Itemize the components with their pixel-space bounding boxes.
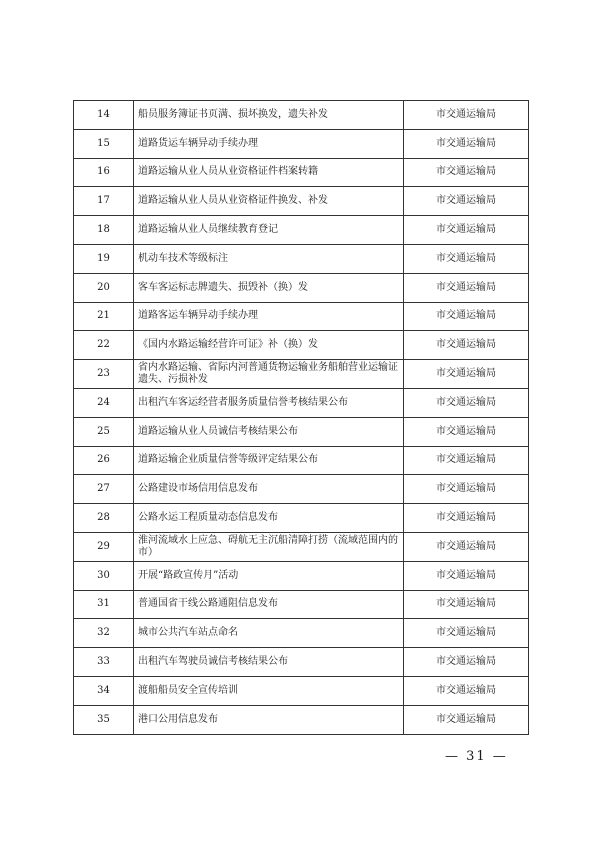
table-row (74, 475, 529, 504)
department-cell: 市交通运输局 (404, 648, 529, 677)
department-cell: 市交通运输局 (404, 331, 529, 360)
item-name-cell: 道路运输从业人员继续教育登记 (134, 216, 404, 245)
table-row (74, 561, 529, 590)
item-name-cell: 道路运输从业人员诚信考核结果公布 (134, 417, 404, 446)
table-row (74, 417, 529, 446)
item-name-cell: 道路运输从业人员从业资格证件换发、补发 (134, 187, 404, 216)
row-number-cell: 21 (74, 302, 134, 331)
table-row (74, 446, 529, 475)
item-name-cell: 船员服务簿证书页满、损坏换发，遗失补发 (134, 101, 404, 130)
department-cell: 市交通运输局 (404, 446, 529, 475)
row-number-cell: 31 (74, 590, 134, 619)
department-cell: 市交通运输局 (404, 216, 529, 245)
table-body (74, 101, 529, 735)
row-number-cell: 14 (74, 101, 134, 130)
item-name-cell: 道路货运车辆异动手续办理 (134, 129, 404, 158)
row-number-cell: 32 (74, 619, 134, 648)
table-row (74, 590, 529, 619)
row-number-cell: 23 (74, 360, 134, 389)
item-name-cell: 渡船船员安全宣传培训 (134, 676, 404, 705)
row-number-cell: 28 (74, 504, 134, 533)
table-row (74, 244, 529, 273)
table-row (74, 216, 529, 245)
row-number-cell: 25 (74, 417, 134, 446)
table-row (74, 504, 529, 533)
item-name-cell: 城市公共汽车站点命名 (134, 619, 404, 648)
table-row (74, 158, 529, 187)
table-row (74, 273, 529, 302)
service-items-table (73, 100, 529, 735)
item-name-cell: 道路运输从业人员从业资格证件档案转籍 (134, 158, 404, 187)
item-name-cell: 客车客运标志牌遗失、损毁补（换）发 (134, 273, 404, 302)
row-number-cell: 18 (74, 216, 134, 245)
table-row (74, 705, 529, 734)
department-cell: 市交通运输局 (404, 705, 529, 734)
department-cell: 市交通运输局 (404, 360, 529, 389)
item-name-cell: 港口公用信息发布 (134, 705, 404, 734)
row-number-cell: 16 (74, 158, 134, 187)
department-cell: 市交通运输局 (404, 475, 529, 504)
table-row (74, 676, 529, 705)
row-number-cell: 27 (74, 475, 134, 504)
item-name-cell: 机动车技术等级标注 (134, 244, 404, 273)
item-name-cell: 《国内水路运输经营许可证》补（换）发 (134, 331, 404, 360)
row-number-cell: 34 (74, 676, 134, 705)
row-number-cell: 33 (74, 648, 134, 677)
table-row (74, 302, 529, 331)
item-name-cell: 道路运输企业质量信誉等级评定结果公布 (134, 446, 404, 475)
department-cell: 市交通运输局 (404, 676, 529, 705)
department-cell: 市交通运输局 (404, 302, 529, 331)
item-name-cell: 省内水路运输、省际内河普通货物运输业务船舶营业运输证遗失、污损补发 (134, 360, 404, 389)
department-cell: 市交通运输局 (404, 561, 529, 590)
table-row (74, 619, 529, 648)
table-row (74, 388, 529, 417)
page-number: — 31 — (445, 749, 508, 764)
item-name-cell: 淮河流域水上应急、碍航无主沉船清障打捞（流域范围内的市） (134, 532, 404, 561)
row-number-cell: 17 (74, 187, 134, 216)
department-cell: 市交通运输局 (404, 504, 529, 533)
row-number-cell: 22 (74, 331, 134, 360)
department-cell: 市交通运输局 (404, 532, 529, 561)
department-cell: 市交通运输局 (404, 244, 529, 273)
item-name-cell: 出租汽车驾驶员诚信考核结果公布 (134, 648, 404, 677)
row-number-cell: 29 (74, 532, 134, 561)
department-cell: 市交通运输局 (404, 158, 529, 187)
row-number-cell: 35 (74, 705, 134, 734)
item-name-cell: 开展“路政宣传月”活动 (134, 561, 404, 590)
item-name-cell: 道路客运车辆异动手续办理 (134, 302, 404, 331)
department-cell: 市交通运输局 (404, 388, 529, 417)
row-number-cell: 20 (74, 273, 134, 302)
row-number-cell: 30 (74, 561, 134, 590)
item-name-cell: 普通国省干线公路通阻信息发布 (134, 590, 404, 619)
department-cell: 市交通运输局 (404, 417, 529, 446)
item-name-cell: 公路建设市场信用信息发布 (134, 475, 404, 504)
table-row (74, 532, 529, 561)
department-cell: 市交通运输局 (404, 129, 529, 158)
table-row (74, 331, 529, 360)
row-number-cell: 26 (74, 446, 134, 475)
department-cell: 市交通运输局 (404, 273, 529, 302)
department-cell: 市交通运输局 (404, 590, 529, 619)
item-name-cell: 出租汽车客运经营者服务质量信誉考核结果公布 (134, 388, 404, 417)
table-row (74, 187, 529, 216)
item-name-cell: 公路水运工程质量动态信息发布 (134, 504, 404, 533)
table-row (74, 360, 529, 389)
table-row (74, 648, 529, 677)
table-row (74, 129, 529, 158)
row-number-cell: 15 (74, 129, 134, 158)
table-row (74, 101, 529, 130)
department-cell: 市交通运输局 (404, 187, 529, 216)
department-cell: 市交通运输局 (404, 619, 529, 648)
row-number-cell: 19 (74, 244, 134, 273)
row-number-cell: 24 (74, 388, 134, 417)
department-cell: 市交通运输局 (404, 101, 529, 130)
